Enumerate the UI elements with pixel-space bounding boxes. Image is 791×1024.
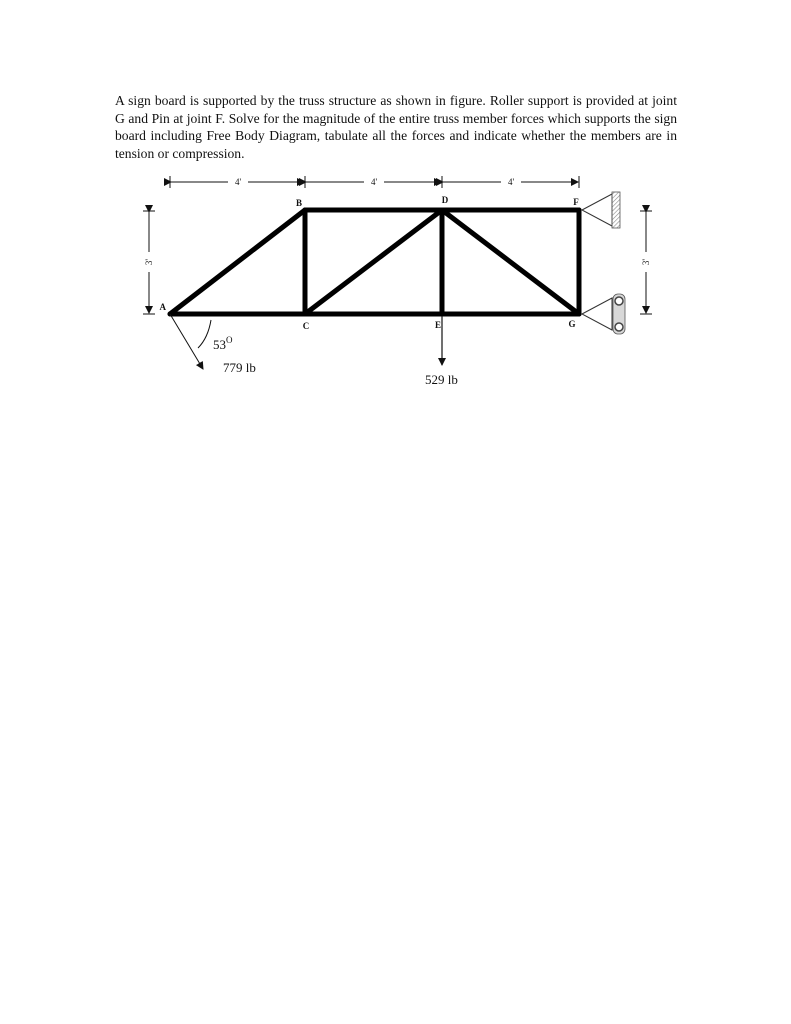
angle-label (213, 335, 233, 352)
angle-value: 53 (213, 337, 226, 352)
roller-support-g (582, 294, 625, 334)
truss-members (170, 210, 579, 314)
problem-statement: A sign board is supported by the truss structure as shown in figure. Roller support is provided at joint G and Pin at joint F. Solve for the magnitude of the entire truss member forces which supports the sign board including Free Body Diagram, tabulate all the forces and indicate whether the members are in tension or compression. (115, 93, 677, 161)
load-label-a: 779 lb (223, 360, 256, 375)
node-label-d: D (441, 195, 449, 205)
load-arrow-a (170, 314, 211, 369)
degree-symbol: O (226, 335, 233, 345)
node-label-b: B (295, 198, 302, 208)
member-ab (170, 210, 305, 314)
node-label-f: F (573, 197, 579, 207)
dimension-height-right: 3' (641, 258, 651, 266)
member-cd (305, 210, 442, 314)
dimension-height-left: 3' (144, 258, 154, 266)
load-label-e: 529 lb (425, 372, 458, 387)
node-label-g: G (568, 319, 576, 329)
dimension-span-1: 4' (234, 177, 242, 187)
member-dg (442, 210, 579, 314)
node-label-e: E (434, 320, 442, 330)
dimension-span-2: 4' (370, 177, 378, 187)
node-label-a: A (159, 302, 166, 312)
node-label-c: C (302, 321, 310, 331)
pin-support-f (582, 192, 620, 228)
dimension-span-3: 4' (507, 177, 515, 187)
